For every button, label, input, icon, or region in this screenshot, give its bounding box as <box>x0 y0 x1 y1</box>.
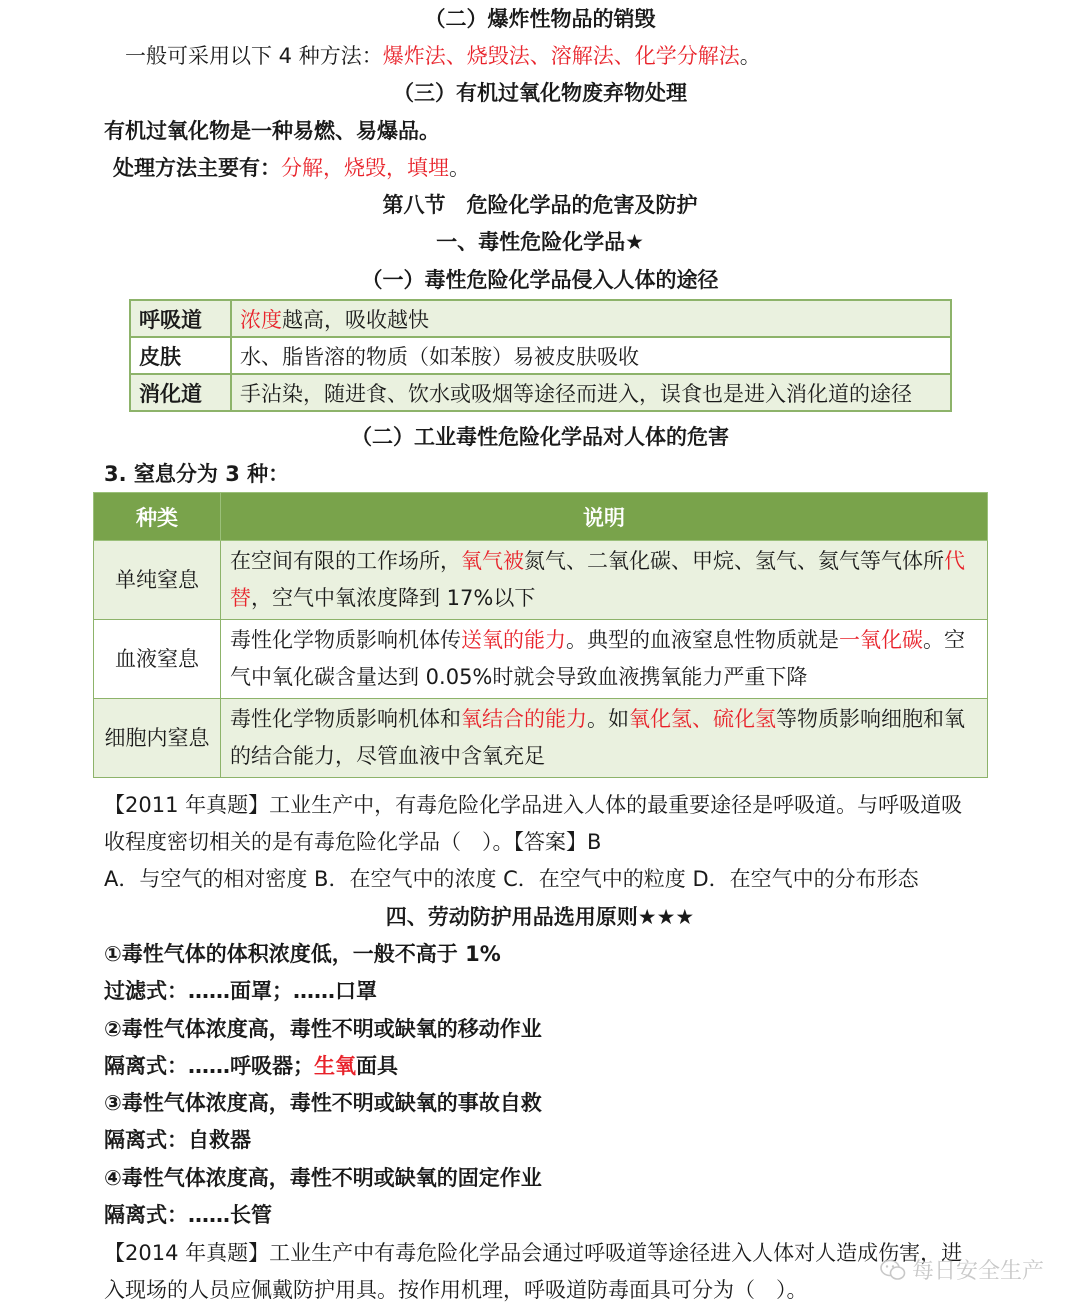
route-desc: 手沾染，随进食、饮水或吸烟等途径而进入，误食也是进入消化道的途径 <box>231 374 951 411</box>
column-header: 说明 <box>221 493 988 541</box>
asphyxia-table <box>93 492 988 778</box>
asphyxia-type: 细胞内窒息 <box>94 699 221 778</box>
text-line: 3. 窒息分为 3 种： <box>104 462 290 486</box>
table-title: （一）毒性危险化学品侵入人体的途径 <box>361 268 719 292</box>
treatment-label: 处理方法主要有： <box>113 156 281 180</box>
question-text: 收程度密切相关的是有毒危险化学品（ ）。【答案】B <box>104 830 602 854</box>
criterion-line: ②毒性气体浓度高，毒性不明或缺氧的移动作业 <box>104 1017 542 1041</box>
desc-text: 在空间有限的工作场所， <box>230 549 461 573</box>
criterion-type <box>104 1051 398 1081</box>
table-header-row <box>94 493 988 541</box>
section-title: 四、劳动防护用品选用原则★★★ <box>385 905 695 929</box>
route-table <box>129 299 952 412</box>
methods-highlight: 爆炸法、烧毁法、溶解法、化学分解法 <box>382 44 740 68</box>
asphyxia-desc <box>221 699 988 778</box>
criterion-type: 隔离式：……长管 <box>104 1203 272 1227</box>
text-line: 有机过氧化物是一种易燃、易爆品。 <box>104 119 440 143</box>
route-highlight: 浓度 <box>240 307 282 332</box>
asphyxia-desc <box>221 541 988 620</box>
route-desc <box>231 300 951 337</box>
watermark-text: 每日安全生产 <box>911 1259 1044 1284</box>
treatment-highlight: 分解，烧毁，填埋 <box>281 156 449 180</box>
criterion-type: 隔离式：自救器 <box>104 1128 251 1152</box>
desc-text: 毒性化学物质影响机体和 <box>230 707 461 731</box>
type-text: 隔离式：……呼吸器； <box>104 1054 314 1078</box>
methods-end: 。 <box>739 44 761 68</box>
desc-highlight: 代替 <box>230 549 965 610</box>
route-key: 皮肤 <box>130 337 231 374</box>
part-title: 一、毒性危险化学品★ <box>436 230 644 254</box>
desc-text: 等物质影响细胞和氧的结合能力，尽管血液中含氧充足 <box>230 707 965 768</box>
route-key: 呼吸道 <box>130 300 231 337</box>
treatment-end: 。 <box>449 156 470 180</box>
asphyxia-desc <box>221 620 988 699</box>
route-text: 越高，吸收越快 <box>282 307 429 332</box>
table-row <box>94 620 988 699</box>
route-desc: 水、脂皆溶的物质（如苯胺）易被皮肤吸收 <box>231 337 951 374</box>
criterion-line: ①毒性气体的体积浓度低，一般不高于 1% <box>104 942 501 966</box>
chapter-title: 第八节 危险化学品的危害及防护 <box>382 193 698 217</box>
watermark <box>880 1254 1044 1285</box>
methods-intro: 一般可采用以下 4 种方法： <box>125 44 383 68</box>
desc-text: 。空气中氧化碳含量达到 0.05%时就会导致血液携氧能力严重下降 <box>230 628 965 689</box>
desc-highlight: 氧结合的能力 <box>461 707 587 731</box>
desc-highlight: 一氧化碳 <box>839 628 923 652</box>
asphyxia-type: 血液窒息 <box>94 620 221 699</box>
type-highlight: 生氧 <box>314 1054 356 1078</box>
table-row <box>130 337 951 374</box>
treatment-line <box>113 153 470 183</box>
desc-text: 毒性化学物质影响机体传 <box>230 628 461 652</box>
wechat-icon <box>880 1259 906 1281</box>
question-options: A．与空气的相对密度 B．在空气中的浓度 C．在空气中的粒度 D．在空气中的分布形态 <box>104 867 919 891</box>
question-text: 【2011 年真题】工业生产中，有毒危险化学品进入人体的最重要途径是呼吸道。与呼吸道吸 <box>104 793 963 817</box>
desc-text: 。如 <box>587 707 629 731</box>
section-title: （二）爆炸性物品的销毁 <box>424 7 656 31</box>
desc-text: 。典型的血液窒息性物质就是 <box>566 628 839 652</box>
route-key: 消化道 <box>130 374 231 411</box>
methods-line <box>125 41 761 71</box>
desc-highlight: 氧气被 <box>461 549 524 573</box>
criterion-line: ③毒性气体浓度高，毒性不明或缺氧的事故自救 <box>104 1091 542 1115</box>
desc-highlight: 氧化氢、硫化氢 <box>629 707 776 731</box>
desc-highlight: 送氧的能力 <box>461 628 566 652</box>
column-header: 种类 <box>94 493 221 541</box>
question-text: 【2014 年真题】工业生产中有毒危险化学品会通过呼吸道等途径进入人体对人造成伤害，进 <box>104 1241 963 1265</box>
criterion-line: ④毒性气体浓度高，毒性不明或缺氧的固定作业 <box>104 1166 542 1190</box>
table-row <box>94 699 988 778</box>
table-row <box>130 300 951 337</box>
type-text: 面具 <box>356 1054 398 1078</box>
table-row <box>94 541 988 620</box>
table-row <box>130 374 951 411</box>
desc-text: 氮气、二氧化碳、甲烷、氢气、氦气等气体所 <box>524 549 944 573</box>
section-title: （二）工业毒性危险化学品对人体的危害 <box>351 425 729 449</box>
criterion-type: 过滤式：……面罩；……口罩 <box>104 979 377 1003</box>
section-title: （三）有机过氧化物废弃物处理 <box>393 81 687 105</box>
asphyxia-type: 单纯窒息 <box>94 541 221 620</box>
desc-text: ，空气中氧浓度降到 17%以下 <box>251 586 536 610</box>
question-text: 入现场的人员应佩戴防护用具。按作用机理，呼吸道防毒面具可分为（ ）。 <box>104 1278 808 1302</box>
